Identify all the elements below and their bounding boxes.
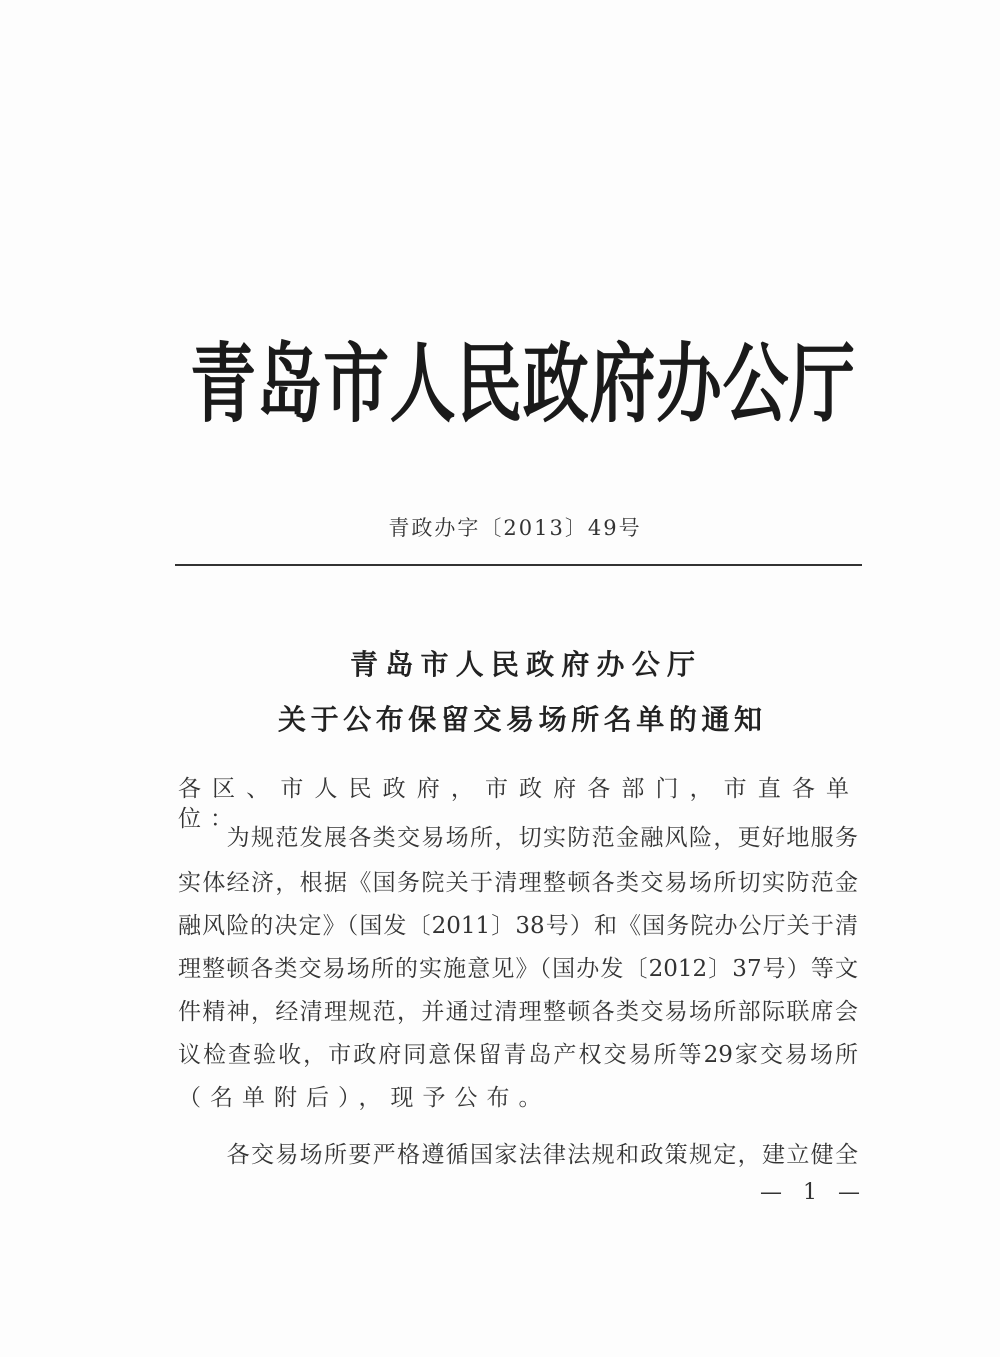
body-line: （名单附后），现予公布。 (178, 1085, 551, 1111)
body-line: 理整顿各类交易场所的实施意见》（国办发〔2012〕37号）等文 (178, 956, 858, 982)
page-number: — 1 — (760, 1180, 860, 1205)
divider-line (175, 564, 862, 566)
document-title-line2: 关于公布保留交易场所名单的通知 (278, 703, 762, 736)
body-line: 融风险的决定》（国发〔2011〕38号）和《国务院办公厅关于清 (178, 913, 858, 939)
body-line: 各交易场所要严格遵循国家法律法规和政策规定，建立健全 (178, 1142, 858, 1168)
body-line: 议检查验收，市政府同意保留青岛产权交易所等29家交易场所 (178, 1042, 858, 1068)
body-line: 为规范发展各类交易场所，切实防范金融风险，更好地服务 (178, 825, 858, 851)
document-number: 青政办字〔2013〕49号 (388, 516, 642, 540)
body-line: 件精神，经清理规范，并通过清理整顿各类交易场所部际联席会 (178, 999, 858, 1025)
body-line: 实体经济，根据《国务院关于清理整顿各类交易场所切实防范金 (178, 870, 858, 896)
salutation: 各区、市人民政府，市政府各部门，市直各单位： (178, 776, 858, 832)
document-title-line1: 青岛市人民政府办公厅 (350, 648, 695, 681)
issuer-heading: 青岛市人民政府办公厅 (190, 334, 855, 435)
